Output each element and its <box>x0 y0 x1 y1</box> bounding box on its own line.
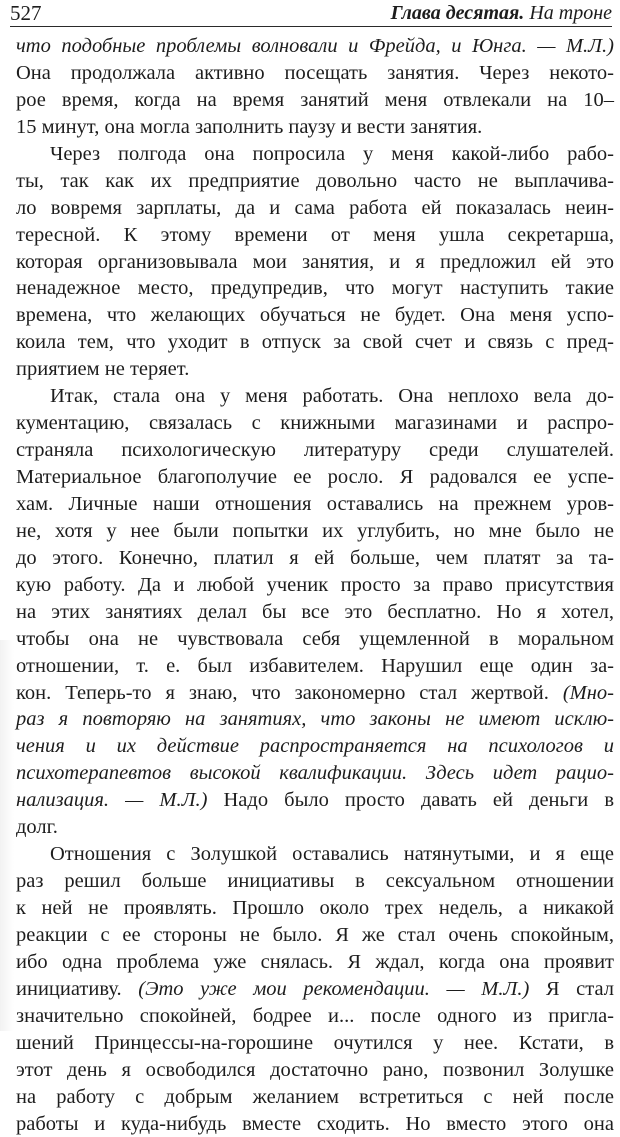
line-text: чтобы она не чувствовала себя ущемленной в моральном <box>16 628 614 650</box>
text-line <box>16 491 614 518</box>
line-text: этот день я освободился достаточно рано, позвонил Золушке <box>16 1059 614 1081</box>
text-line <box>16 706 614 733</box>
line-text: на работу с добрым желанием встретиться с ней после <box>16 1086 614 1108</box>
text-line <box>16 60 614 87</box>
line-text: ибо одна проблема уже снялась. Я ждал, когда она проявит <box>16 951 614 973</box>
line-text: кументацию, связалась с книжными магазинами и распро- <box>16 412 614 434</box>
chapter-title: Глава десятая. <box>391 2 525 24</box>
text-line <box>16 572 614 599</box>
line-text: нализация. — М.Л.) <box>16 789 207 811</box>
line-text: времена, что желающих обучаться не будет. Она меня успо- <box>16 304 614 326</box>
line-text: инициативу. <box>16 978 122 1000</box>
line-text-italic-tail: (Мно- <box>549 682 614 704</box>
line-text: тересной. К этому времени от меня ушла секретарша, <box>16 224 614 246</box>
line-text: кую работу. Да и любой ученик просто за право присутствия <box>16 574 614 596</box>
line-text: раз я повторяю на занятиях, что законы не имеют исклю- <box>16 708 614 730</box>
text-line <box>16 356 614 383</box>
section-title: На троне <box>529 2 612 24</box>
line-text: которая организовывала мои занятия, и я предложил ей это <box>16 251 614 273</box>
text-line <box>16 275 614 302</box>
text-line <box>16 653 614 680</box>
text-line <box>16 518 614 545</box>
line-text-tail: Надо было просто давать ей деньги в <box>207 789 614 811</box>
line-text: ты, так как их предприятие довольно часто не выплачива- <box>16 170 614 192</box>
text-line <box>16 1084 614 1111</box>
text-line <box>16 841 614 868</box>
line-text: шений Принцессы-на-горошине очутился у нее. Кстати, в <box>16 1032 614 1054</box>
page-number: 527 <box>10 2 42 24</box>
text-line <box>16 680 614 707</box>
text-line <box>16 626 614 653</box>
line-text: до этого. Конечно, платил я ей больше, чем платят за та- <box>16 547 614 569</box>
line-text: Итак, стала она у меня работать. Она неплохо вела до- <box>50 385 614 407</box>
line-text: работы и куда-нибудь вместе сходить. Но вместо этого она <box>16 1113 614 1135</box>
text-line <box>16 114 614 141</box>
text-line <box>16 1003 614 1030</box>
line-text: долг. <box>16 816 58 838</box>
line-text: к ней не проявлять. Прошло около трех недель, а никакой <box>16 897 614 919</box>
text-line <box>16 437 614 464</box>
line-text: психотерапевтов высокой квалификации. Здесь идет рацио- <box>16 762 614 784</box>
line-text: Она продолжала активно посещать занятия. Через некото- <box>16 62 614 84</box>
line-text: ненадежное место, предупредив, что могут наступить такие <box>16 277 614 299</box>
text-line <box>16 733 614 760</box>
line-text: реакции с ее стороны не было. Я же стал очень спокойным, <box>16 924 614 946</box>
text-line <box>16 1030 614 1057</box>
text-line <box>16 410 614 437</box>
text-line <box>16 814 614 841</box>
text-line <box>16 787 614 814</box>
line-text: значительно спокойней, бодрее и... после одного из пригла- <box>16 1005 614 1027</box>
text-line <box>16 141 614 168</box>
text-line <box>16 222 614 249</box>
text-line <box>16 383 614 410</box>
text-line <box>16 949 614 976</box>
line-text: коила тем, что уходит в отпуск за свой счет и связь с пред- <box>16 331 614 353</box>
line-text: раз решил больше инициативы в сексуальном отношении <box>16 870 614 892</box>
text-line <box>16 329 614 356</box>
text-line <box>16 868 614 895</box>
line-text: чения и их действие распространяется на психологов и <box>16 735 614 757</box>
text-line <box>16 895 614 922</box>
text-line <box>16 464 614 491</box>
line-text-tail: Я стал <box>529 978 614 1000</box>
line-text: ло вовремя зарплаты, да и сама работа ей показалась неин- <box>16 197 614 219</box>
line-text: на этих занятиях делал бы все это бесплатно. Но я хотел, <box>16 601 614 623</box>
text-line <box>16 760 614 787</box>
line-text: что подобные проблемы волновали и Фрейда, и Юнга. — М.Л.) <box>16 35 614 57</box>
line-text: 15 минут, она могла заполнить паузу и вести занятия. <box>16 116 482 138</box>
text-line <box>16 249 614 276</box>
text-line <box>16 33 614 60</box>
running-header <box>10 0 612 27</box>
line-text: не, хотя у нее были попытки их углубить, но мне было не <box>16 520 614 542</box>
line-text: Материальное благополучие ее росло. Я радовался ее успе- <box>16 466 614 488</box>
line-text-italic-tail: (Это уже мои рекомендации. — М.Л.) <box>122 978 530 1000</box>
line-text: страняла психологическую литературу среди слушателей. <box>16 439 614 461</box>
line-text: Отношения с Золушкой оставались натянутыми, и я еще <box>50 843 614 865</box>
text-line <box>16 87 614 114</box>
line-text: хам. Личные наши отношения оставались на прежнем уров- <box>16 493 614 515</box>
running-head <box>391 2 612 24</box>
text-line <box>16 168 614 195</box>
line-text: приятием не теряет. <box>16 358 189 380</box>
body-text <box>16 33 614 1137</box>
text-line <box>16 599 614 626</box>
text-line <box>16 922 614 949</box>
line-text: отношении, т. е. был избавителем. Нарушил еще один за- <box>16 655 614 677</box>
text-line <box>16 1057 614 1084</box>
line-text: Через полгода она попросила у меня какой-либо рабо- <box>50 143 614 165</box>
scan-edge-shadow <box>0 640 14 1031</box>
line-text: рое время, когда на время занятий меня отвлекали на 10– <box>16 89 614 111</box>
line-text: кон. Теперь-то я знаю, что закономерно стал жертвой. <box>16 682 549 704</box>
text-line <box>16 302 614 329</box>
text-line <box>16 976 614 1003</box>
text-line <box>16 1111 614 1137</box>
text-line <box>16 545 614 572</box>
text-line <box>16 195 614 222</box>
